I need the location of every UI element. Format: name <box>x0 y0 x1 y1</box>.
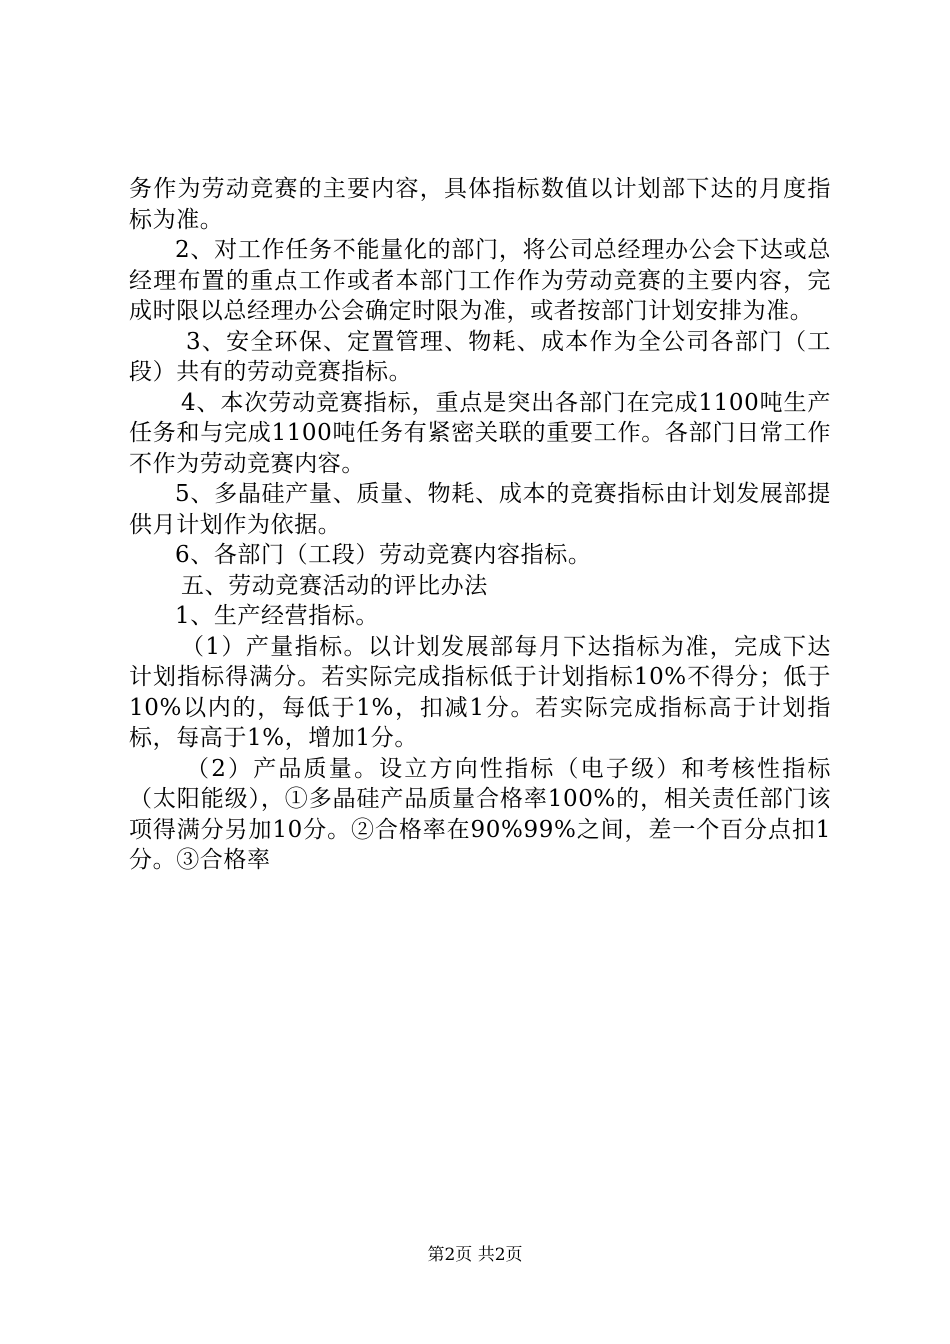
subheading-production-indicators: 1、生产经营指标。 <box>175 603 380 629</box>
paragraph-item-5: 5、多晶硅产量、质量、物耗、成本的竞赛指标由计划发展部提供月计划作为依据。 <box>129 481 831 538</box>
page-footer: 第2页 共2页 <box>427 1245 523 1265</box>
section-heading-5: 五、劳动竞赛活动的评比办法 <box>181 572 488 599</box>
document-body <box>129 174 831 876</box>
paragraph-output-indicator: （1）产量指标。以计划发展部每月下达指标为准，完成下达计划指标得满分。若实际完成指标低于计划指标10%不得分；低于10%以内的，每低于1%，扣减1分。若实际完成指标高于计划指标，每高于1%，增加1分。 <box>129 633 831 751</box>
paragraph-item-2: 2、对工作任务不能量化的部门，将公司总经理办公会下达或总经理布置的重点工作或者本部门工作作为劳动竞赛的主要内容，完成时限以总经理办公会确定时限为准，或者按部门计划安排为准。 <box>129 237 831 324</box>
paragraph-product-quality: （2）产品质量。设立方向性指标（电子级）和考核性指标（太阳能级），①多晶硅产品质量合格率100%的，相关责任部门该项得满分另加10分。②合格率在90%99%之间，差一个百分点扣1分。③合格率 <box>129 755 831 873</box>
paragraph-item-3: 3、安全环保、定置管理、物耗、成本作为全公司各部门（工段）共有的劳动竞赛指标。 <box>129 328 831 385</box>
paragraph-continuation: 务作为劳动竞赛的主要内容，具体指标数值以计划部下达的月度指标为准。 <box>129 176 831 233</box>
paragraph-item-4: 4、本次劳动竞赛指标，重点是突出各部门在完成1100吨生产任务和与完成1100吨任务有紧密关联的重要工作。各部门日常工作不作为劳动竞赛内容。 <box>129 389 831 477</box>
paragraph-item-6: 6、各部门（工段）劳动竞赛内容指标。 <box>175 542 592 568</box>
